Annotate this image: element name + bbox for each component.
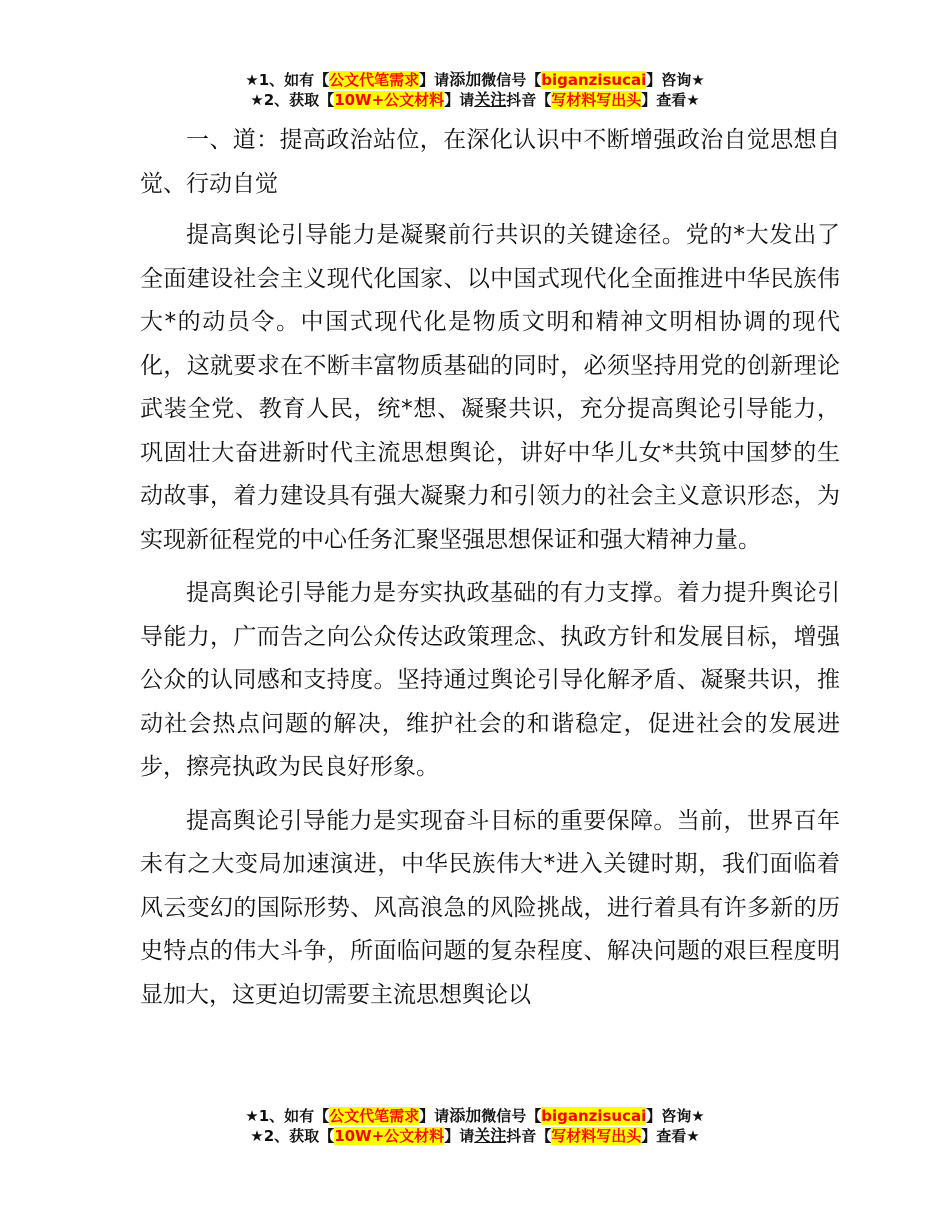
highlight-service: 公文代笔需求: [329, 71, 420, 89]
header-banner: [0, 70, 950, 110]
banner-line-1: [0, 70, 950, 90]
banner-text: 】查看★: [641, 1127, 700, 1145]
banner-text: 】咨询★: [646, 71, 705, 89]
highlight-douyin-account: 写材料写出头: [551, 1127, 642, 1145]
highlight-wechat-id: biganzisucai: [541, 1107, 647, 1125]
banner-text: ★2、获取【: [250, 91, 335, 109]
banner-text: 微信号【: [481, 71, 542, 89]
banner-text: ★2、获取【: [250, 1127, 335, 1145]
highlight-materials: 10W+公文材料: [334, 91, 445, 109]
banner-emphasis: 添加: [449, 1106, 482, 1125]
banner-text: 】咨询★: [646, 1107, 705, 1125]
document-body: [140, 119, 840, 1027]
banner-emphasis: 添加: [449, 70, 482, 89]
banner-text: 】请: [444, 1127, 475, 1145]
banner-text: 】查看★: [641, 91, 700, 109]
paragraph-1: 提高舆论引导能力是凝聚前行共识的关键途径。党的*大发出了全面建设社会主义现代化国家、以中国式现代化全面推进中华民族伟大*的动员令。中国式现代化是物质文明和精神文明相协调的现代化，这就要求在不断丰富物质基础的同时，必须坚持用党的创新理论武装全党、教育人民，统*想、凝聚共识，充分提高舆论引导能力，巩固壮大奋进新时代主流思想舆论，讲好中华儿女*共筑中国梦的生动故事，着力建设具有强大凝聚力和引领力的社会主义意识形态，为实现新征程党的中心任务汇聚坚强思想保证和强大精神力量。: [140, 222, 840, 553]
banner-text: 】请: [444, 91, 475, 109]
footer-banner: [0, 1106, 950, 1146]
paragraph-2: 提高舆论引导能力是夯实执政基础的有力支撑。着力提升舆论引导能力，广而告之向公众传达政策理念、执政方针和发展目标，增强公众的认同感和支持度。坚持通过舆论引导化解矛盾、凝聚共识，推动社会热点问题的解决，维护社会的和谐稳定，促进社会的发展进步，擦亮执政为民良好形象。: [140, 580, 840, 780]
banner-text: 微信号【: [481, 1107, 542, 1125]
banner-line-2: [0, 1126, 950, 1146]
banner-text: ★1、如有【: [245, 71, 330, 89]
banner-text: 抖音【: [506, 1127, 552, 1145]
highlight-service: 公文代笔需求: [329, 1107, 420, 1125]
highlight-wechat-id: biganzisucai: [541, 71, 647, 89]
section-heading: 一、道：提高政治站位，在深化认识中不断增强政治自觉思想自觉、行动自觉: [140, 127, 840, 197]
banner-text: 抖音【: [506, 91, 552, 109]
banner-text: 】请: [419, 71, 450, 89]
banner-emphasis: 关注: [474, 1126, 507, 1145]
banner-text: ★1、如有【: [245, 1107, 330, 1125]
banner-emphasis: 关注: [474, 90, 507, 109]
highlight-douyin-account: 写材料写出头: [551, 91, 642, 109]
banner-line-2: [0, 90, 950, 110]
banner-text: 】请: [419, 1107, 450, 1125]
highlight-materials: 10W+公文材料: [334, 1127, 445, 1145]
banner-line-1: [0, 1106, 950, 1126]
paragraph-3: 提高舆论引导能力是实现奋斗目标的重要保障。当前，世界百年未有之大变局加速演进，中华民族伟大*进入关键时期，我们面临着风云变幻的国际形势、风高浪急的风险挑战，进行着具有许多新的历史特点的伟大斗争，所面临问题的复杂程度、解决问题的艰巨程度明显加大，这更迫切需要主流思想舆论以: [140, 807, 840, 1008]
